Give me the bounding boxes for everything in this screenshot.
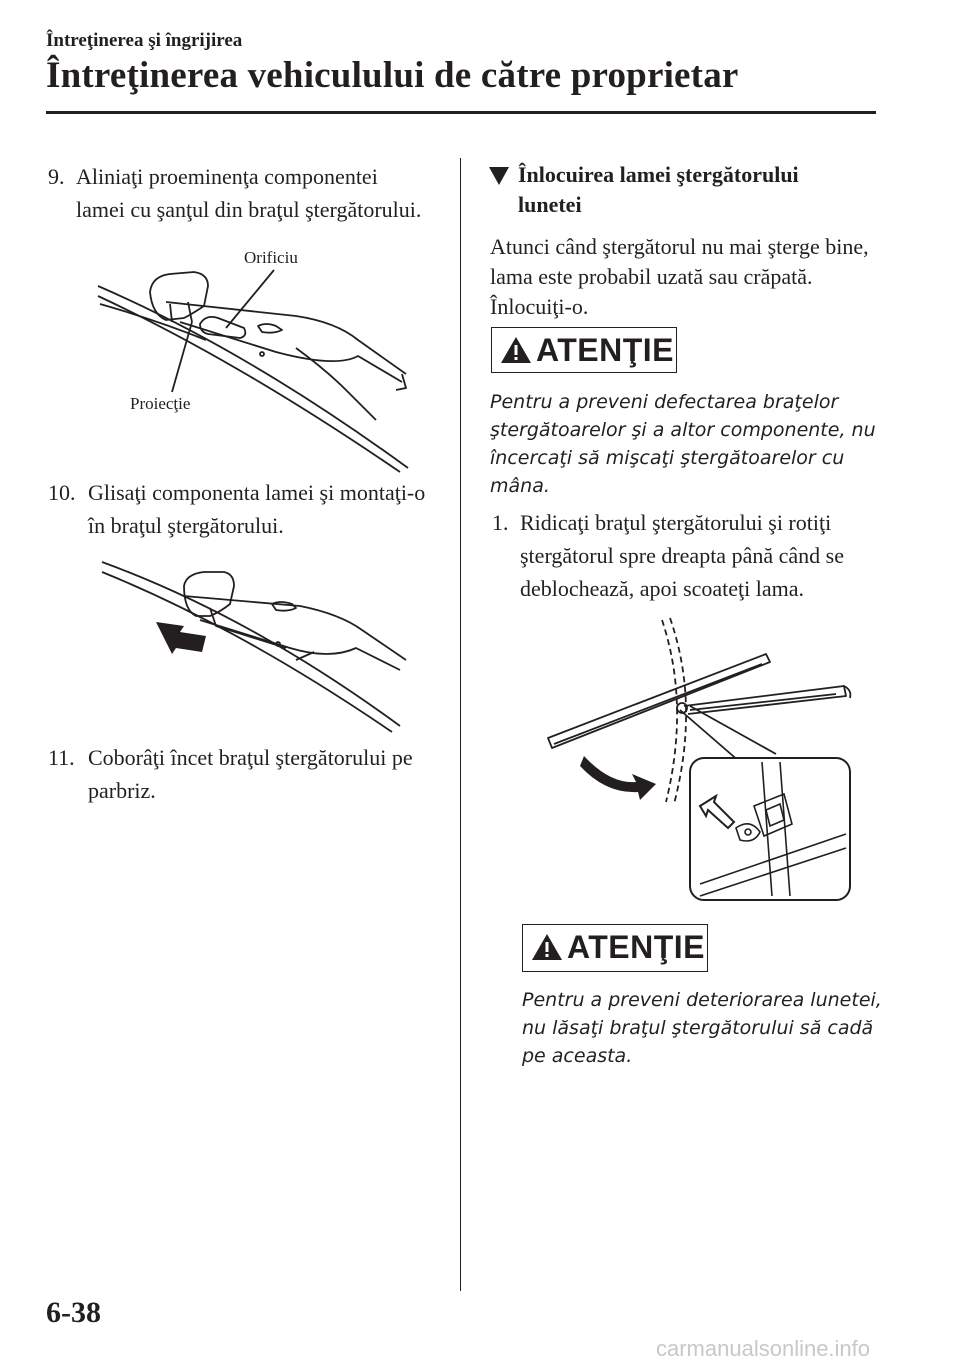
warning-triangle-icon (531, 933, 563, 961)
step-text-line: Ridicaţi braţul ştergătorului şi rotiţi (520, 510, 832, 535)
page-number: 6-38 (46, 1296, 101, 1329)
step-text-line: parbriz. (88, 778, 156, 803)
step-number: 9. (48, 164, 65, 189)
rotate-arrow-icon (580, 756, 656, 800)
step-text-line: în braţul ştergătorului. (88, 513, 284, 538)
title-divider (46, 111, 876, 114)
column-divider (460, 158, 461, 1291)
subheading (488, 160, 848, 220)
warning-line: mâna. (490, 475, 550, 497)
warning-line: Pentru a preveni deteriorarea lunetei, (522, 989, 882, 1011)
subheading-line: lunetei (518, 192, 582, 217)
warning-text (490, 388, 876, 500)
step-10 (48, 476, 448, 546)
rear-wiper-illustration (540, 614, 860, 904)
intro-line: Atunci când ştergătorul nu mai şterge bine, (490, 234, 869, 259)
wiper-blade-illustration (96, 240, 426, 480)
section-label: Întreţinerea şi îngrijirea (46, 30, 243, 51)
triangle-down-icon (488, 166, 510, 186)
watermark: carmanualsonline.info (656, 1336, 871, 1361)
warning-line: ştergătoarelor şi a altor componente, nu (490, 419, 876, 441)
intro-line: lama este probabil uzată sau crăpată. (490, 264, 813, 289)
warning-triangle-icon (500, 336, 532, 364)
wiper-slide-illustration (100, 556, 410, 736)
slide-arrow-icon (156, 622, 206, 654)
warning-line: încercaţi să mişcaţi ştergătoarelor cu (490, 447, 845, 469)
label-projection: Proiecţie (130, 394, 191, 413)
warning-text (522, 986, 882, 1070)
warning-line: Pentru a preveni defectarea braţelor (490, 391, 839, 413)
warning-label: ATENŢIE (536, 332, 675, 368)
label-orifice: Orificiu (244, 248, 298, 267)
detail-inset (690, 758, 850, 900)
page-title: Întreţinerea vehiculului de către proprietar (46, 55, 739, 96)
subheading-line: Înlocuirea lamei ştergătorului (518, 162, 799, 187)
intro-line: Înlocuiţi-o. (490, 294, 589, 319)
step-text-line: Coborâţi încet braţul ştergătorului pe (88, 745, 413, 770)
figure-align-blade (96, 240, 426, 480)
figure-slide-blade (100, 556, 410, 736)
warning-box (491, 327, 677, 373)
step-9 (48, 160, 448, 230)
warning-line: pe aceasta. (522, 1045, 633, 1067)
step-number: 1. (492, 510, 509, 535)
step-text-line: Glisaţi componenta lamei şi montaţi-o (88, 480, 426, 505)
intro-paragraph (490, 232, 880, 322)
step-text-line: deblochează, apoi scoateţi lama. (520, 576, 805, 601)
step-number: 10. (48, 480, 76, 505)
step-text-line: ştergătorul spre dreapta până când se (520, 543, 844, 568)
warning-label: ATENŢIE (567, 929, 706, 965)
step-text-line: Aliniaţi proeminenţa componentei (76, 164, 378, 189)
step-number: 11. (48, 745, 75, 770)
figure-rear-wiper (540, 614, 860, 904)
step-1 (492, 506, 882, 606)
step-text-line: lamei cu şanţul din braţul ştergătorului. (76, 197, 422, 222)
step-11 (48, 741, 448, 811)
warning-box (522, 924, 708, 972)
warning-line: nu lăsaţi braţul ştergătorului să cadă (522, 1017, 874, 1039)
